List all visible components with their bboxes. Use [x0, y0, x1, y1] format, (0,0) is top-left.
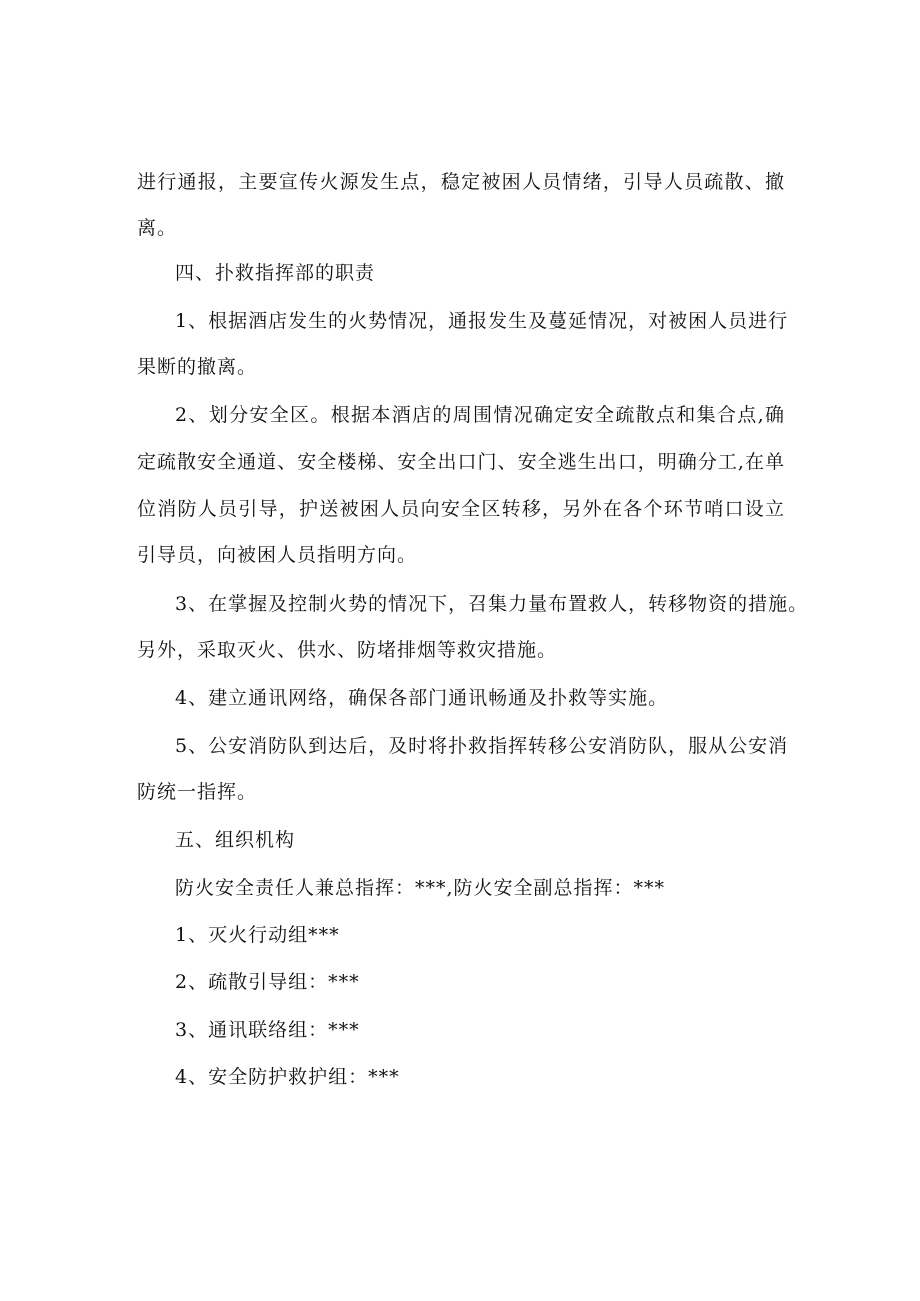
- list-item-2-line: 2、划分安全区。根据本酒店的周围情况确定安全疏散点和集合点,确: [175, 404, 785, 426]
- list-item-1-line: 果断的撤离。: [137, 356, 258, 378]
- org-group-2: 2、疏散引导组：***: [175, 971, 360, 993]
- list-item-1-line: 1、根据酒店发生的火势情况，通报发生及蔓延情况，对被困人员进行: [175, 310, 789, 332]
- list-item-2-line: 引导员，向被困人员指明方向。: [137, 544, 418, 566]
- list-item-4: 4、建立通讯网络，确保各部门通讯畅通及扑救等实施。: [175, 687, 669, 709]
- list-item-2-line: 定疏散安全通道、安全楼梯、安全出口门、安全逃生出口，明确分工,在单: [137, 451, 785, 473]
- list-item-5-line: 防统一指挥。: [137, 781, 258, 803]
- list-item-3-line: 3、在掌握及控制火势的情况下，召集力量布置救人，转移物资的措施。: [175, 593, 809, 615]
- section-heading-5: 五、组织机构: [175, 829, 296, 851]
- paragraph-line: 离。: [137, 217, 178, 239]
- section-heading-4: 四、扑救指挥部的职责: [175, 262, 376, 284]
- org-chief-line: 防火安全责任人兼总指挥：***,防火安全副总指挥：***: [175, 877, 666, 899]
- org-group-4: 4、安全防护救护组：***: [175, 1066, 400, 1088]
- list-item-2-line: 位消防人员引导，护送被困人员向安全区转移，另外在各个环节哨口设立: [137, 498, 785, 520]
- list-item-3-line: 另外，采取灭火、供水、防堵排烟等救灾措施。: [137, 639, 558, 661]
- paragraph-line: 进行通报，主要宣传火源发生点，稳定被困人员情绪，引导人员疏散、撤: [137, 171, 785, 193]
- list-item-5-line: 5、公安消防队到达后，及时将扑救指挥转移公安消防队，服从公安消: [175, 735, 789, 757]
- org-group-1: 1、灭火行动组***: [175, 924, 340, 946]
- org-group-3: 3、通讯联络组：***: [175, 1019, 360, 1041]
